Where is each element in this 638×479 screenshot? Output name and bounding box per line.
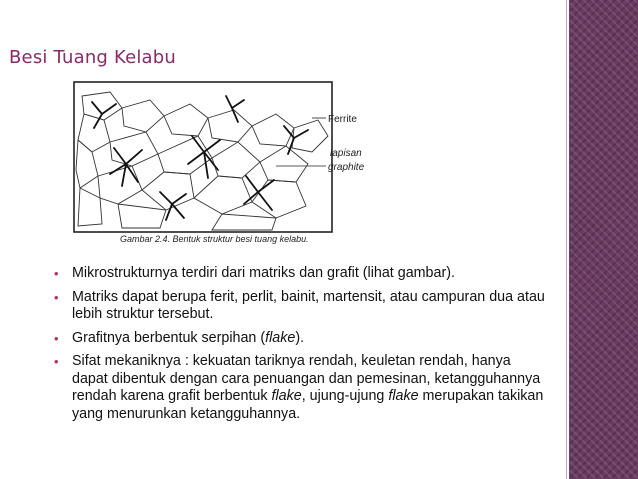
bullet-text: ).	[295, 329, 305, 346]
microstructure-figure	[62, 74, 372, 254]
bullet-item	[50, 330, 550, 348]
bullet-dot-icon: •	[54, 266, 59, 281]
label-lapisan: lapisan	[330, 148, 362, 159]
italic-term: flake	[388, 388, 419, 404]
bullet-item	[50, 289, 550, 324]
bullet-item	[50, 353, 550, 423]
decorative-sidebar	[569, 0, 638, 479]
sidebar-divider	[566, 0, 567, 479]
bullet-text: Matriks dapat berupa ferit, perlit, bainit, martensit, atau campuran dua atau lebih struktur tersebut.	[72, 288, 545, 322]
bullet-dot-icon: •	[54, 354, 59, 369]
bullet-text: Mikrostrukturnya terdiri dari matriks dan grafit (lihat gambar).	[72, 265, 455, 281]
italic-term: flake	[271, 388, 302, 404]
bullet-list	[50, 265, 550, 429]
italic-term: flake	[265, 329, 296, 346]
label-ferrite: Ferrite	[328, 114, 357, 125]
bullet-text: merupakan takikan yang menurunkan ketangguhannya.	[72, 388, 544, 422]
bullet-dot-icon: •	[54, 289, 59, 305]
bullet-item	[50, 265, 550, 283]
figure-caption: Gambar 2.4. Bentuk struktur besi tuang kelabu.	[120, 234, 309, 244]
label-graphite: graphite	[328, 162, 365, 173]
bullet-dot-icon: •	[54, 330, 59, 346]
bullet-text: , ujung-ujung	[301, 388, 389, 404]
bullet-text: Sifat mekaniknya : kekuatan tariknya rendah, keuletan rendah, hanya dapat dibentuk dengan cara penuangan dan pemesinan, ketangguhannya rendah karena grafit berbentuk	[72, 353, 541, 404]
bullet-text: Grafitnya berbentuk serpihan (	[72, 329, 266, 346]
slide-title: Besi Tuang Kelabu	[9, 47, 177, 68]
microstructure-image	[62, 74, 372, 254]
